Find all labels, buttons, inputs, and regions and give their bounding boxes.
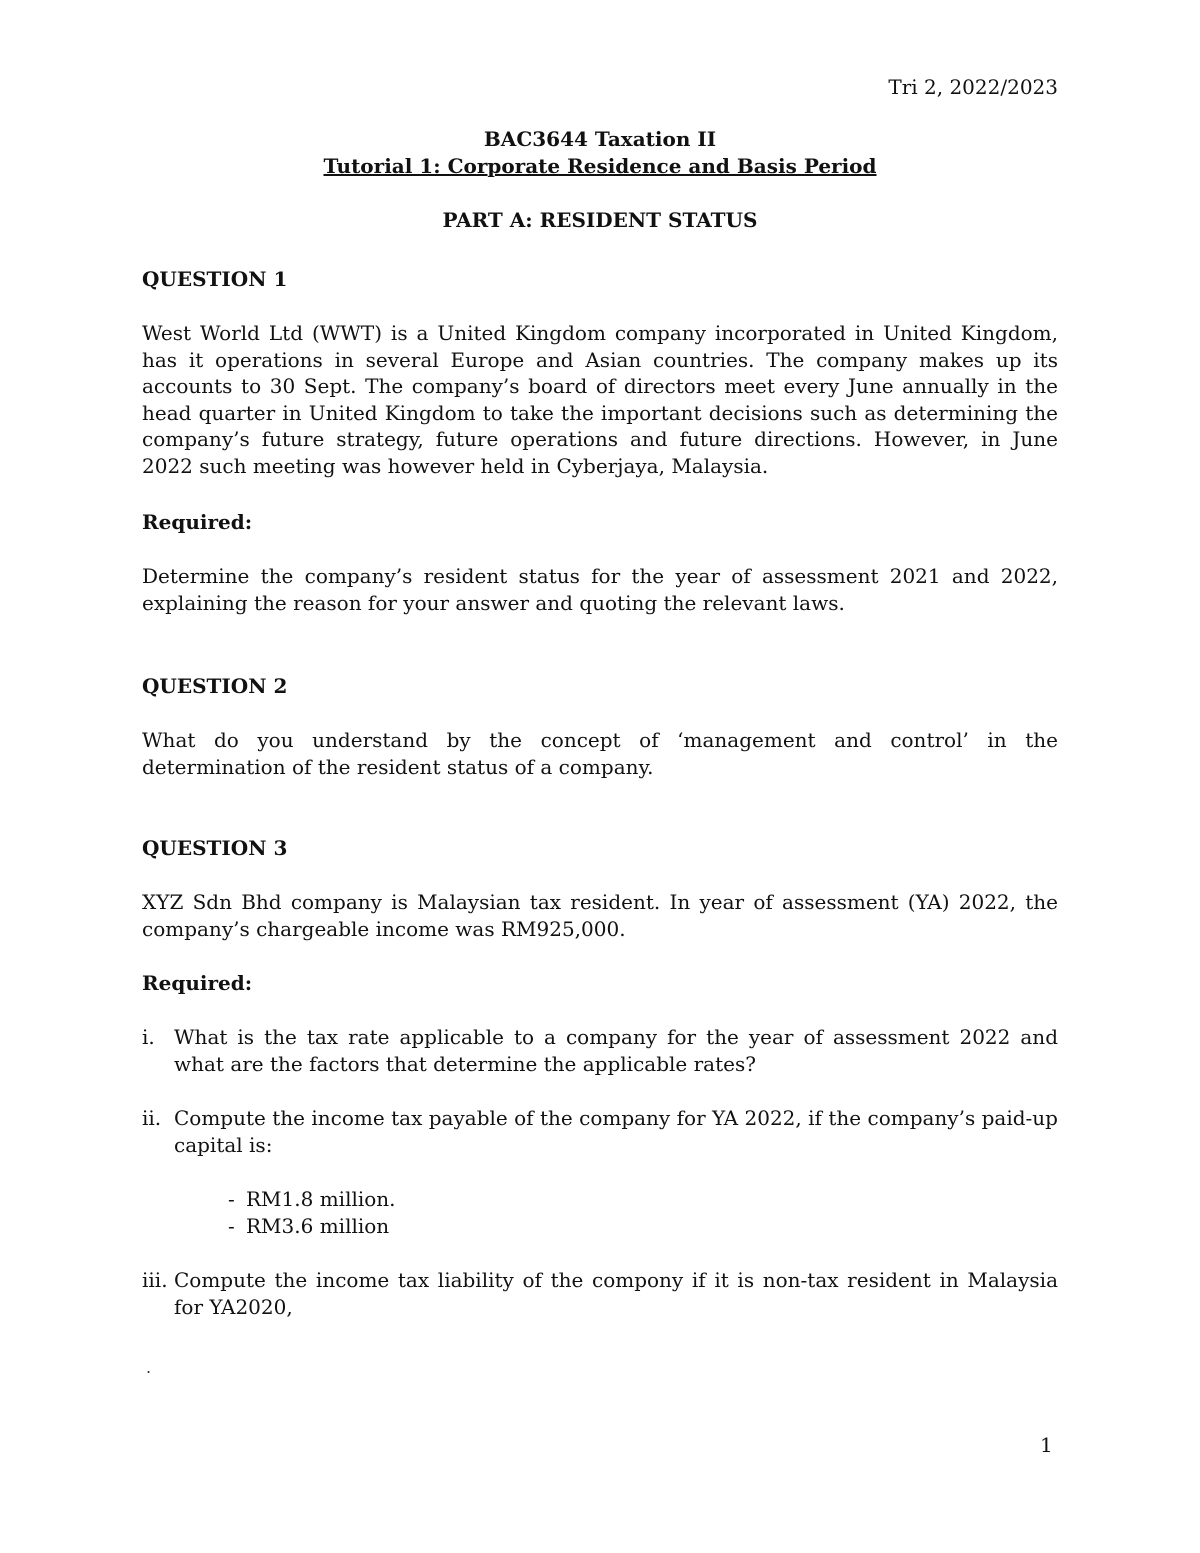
list-item: [142, 1267, 1058, 1320]
course-title: BAC3644 Taxation II: [483, 127, 717, 151]
question-3-heading: QUESTION 3: [142, 836, 288, 860]
question-3-required-label: Required:: [142, 971, 253, 995]
page-number: 1: [1040, 1433, 1053, 1457]
question-3-body: XYZ Sdn Bhd company is Malaysian tax resident. In year of assessment (YA) 2022, the company’s chargeable income was RM925,000.: [142, 890, 1058, 941]
part-heading: PART A: RESIDENT STATUS: [442, 208, 758, 232]
capital-option-text: RM3.6 million: [246, 1214, 390, 1238]
list-item: [142, 1105, 1058, 1158]
list-item-text: Compute the income tax liability of the compony if it is non-tax resident in Malaysia for YA2020,: [174, 1268, 1058, 1319]
list-item-number: ii.: [142, 1106, 162, 1130]
list-item-number: iii.: [142, 1268, 168, 1292]
capital-option: [228, 1186, 396, 1213]
capital-option-text: RM1.8 million.: [246, 1187, 396, 1211]
tutorial-title: Tutorial 1: Corporate Residence and Basis Period: [323, 154, 877, 178]
capital-option: [228, 1213, 389, 1240]
list-item-number: i.: [142, 1025, 155, 1049]
dash-bullet: -: [228, 1187, 235, 1211]
question-2-heading: QUESTION 2: [142, 674, 288, 698]
term-header: Tri 2, 2022/2023: [888, 75, 1058, 99]
question-1-body: West World Ltd (WWT) is a United Kingdom company incorporated in United Kingdom, has it operations in several Europe and Asian countries. The company makes up its accounts to 30 Sept. The company’s board of directors meet every June annually in the head quarter in United Kingdom to take the important decisions such as determining the company’s future strategy, future operations and future directions. However, in June 2022 such meeting was however held in Cyberjaya, Malaysia.: [142, 321, 1058, 478]
question-2-body: What do you understand by the concept of ‘management and control’ in the determination of the resident status of a company.: [142, 728, 1058, 779]
dash-bullet: -: [228, 1214, 235, 1238]
list-item-text: What is the tax rate applicable to a company for the year of assessment 2022 and what are the factors that determine the applicable rates?: [174, 1025, 1058, 1076]
stray-dot: .: [146, 1358, 152, 1377]
list-item-text: Compute the income tax payable of the company for YA 2022, if the company’s paid-up capital is:: [174, 1106, 1058, 1157]
question-1-required-text: Determine the company’s resident status for the year of assessment 2021 and 2022, explaining the reason for your answer and quoting the relevant laws.: [142, 564, 1058, 615]
question-1-required-label: Required:: [142, 510, 253, 534]
question-1-heading: QUESTION 1: [142, 267, 288, 291]
list-item: [142, 1024, 1058, 1077]
